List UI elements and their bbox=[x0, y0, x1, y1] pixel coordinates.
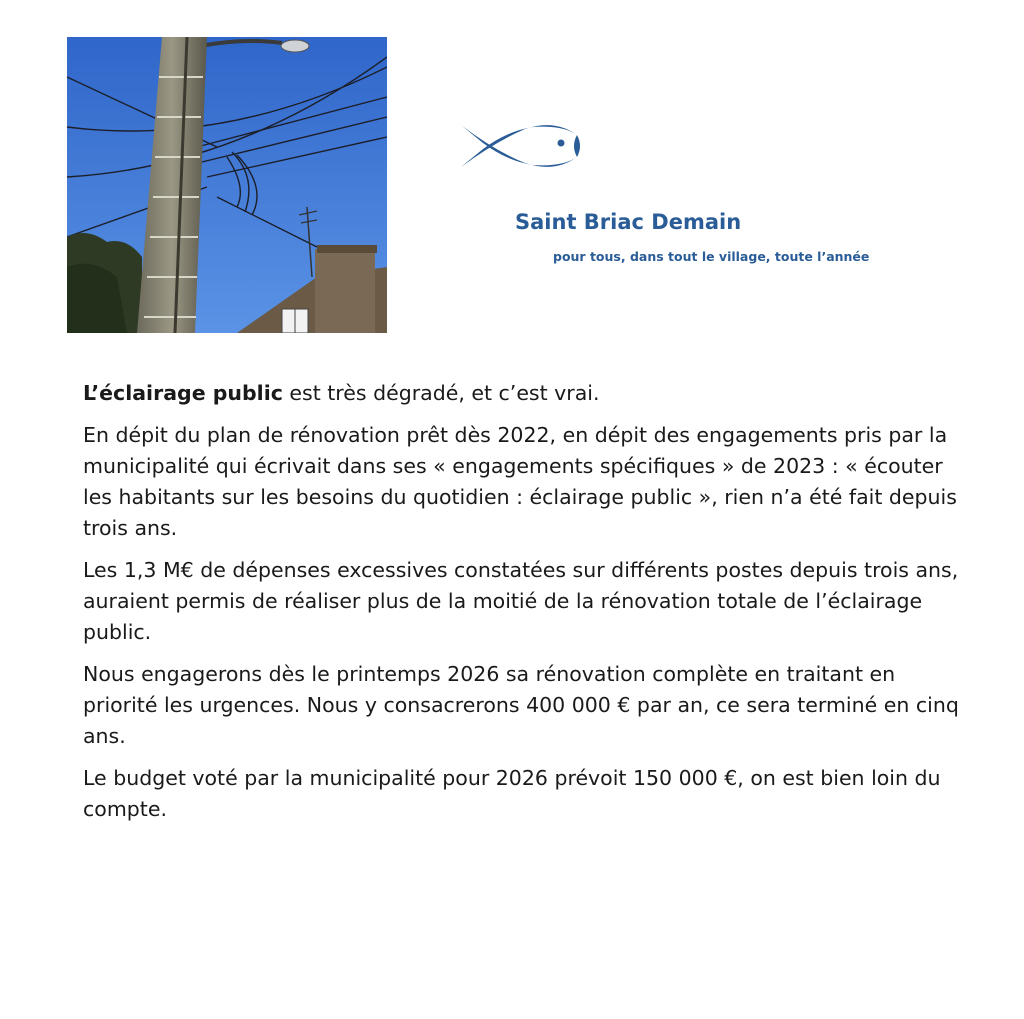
brand-title: Saint Briac Demain bbox=[515, 210, 742, 234]
street-light-pole-photo bbox=[67, 37, 387, 333]
paragraph-budget: Le budget voté par la municipalité pour 2026 prévoit 150 000 €, on est bien loin du compte. bbox=[83, 766, 941, 821]
paragraph-commitment: Nous engagerons dès le printemps 2026 sa rénovation complète en traitant en priorité les urgences. Nous y consacrerons 400 000 € par an, ce sera terminé en cinq ans. bbox=[83, 662, 959, 748]
intro-bold-lead: L’éclairage public bbox=[83, 381, 283, 405]
fish-icon bbox=[455, 117, 585, 175]
paragraph-intro bbox=[83, 378, 963, 409]
brand-tagline: pour tous, dans tout le village, toute l’année bbox=[553, 249, 870, 264]
paragraph-excess-spending: Les 1,3 M€ de dépenses excessives constatées sur différents postes depuis trois ans, auraient permis de réaliser plus de la moitié de la rénovation totale de l’éclairage public. bbox=[83, 558, 959, 644]
article-body bbox=[83, 378, 963, 836]
street-light-photo bbox=[67, 37, 387, 333]
paragraph-renovation-plan: En dépit du plan de rénovation prêt dès 2022, en dépit des engagements pris par la municipalité qui écrivait dans ses « engagements spécifiques » de 2023 : « écouter les habitants sur les besoins du quotidien : éclairage public », rien n’a été fait depuis trois ans. bbox=[83, 423, 957, 540]
intro-rest: est très dégradé, et c’est vrai. bbox=[282, 381, 600, 405]
